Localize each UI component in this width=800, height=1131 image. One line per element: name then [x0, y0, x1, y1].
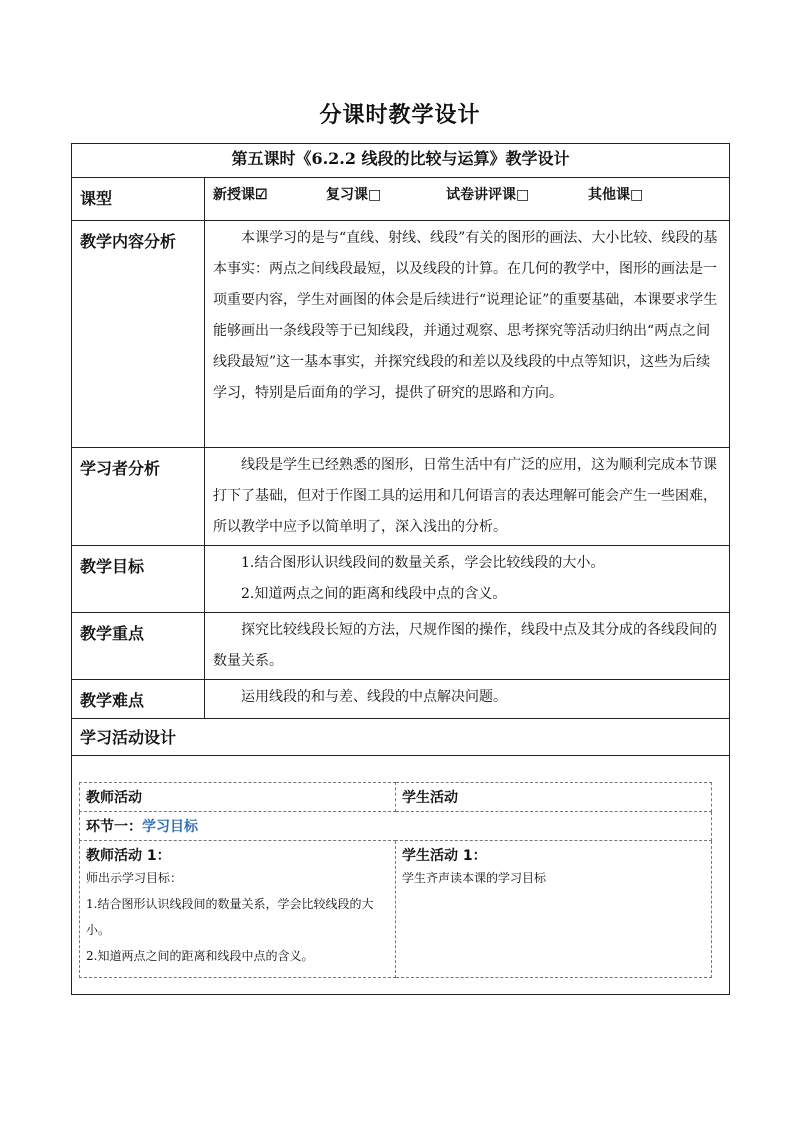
course-type-new: 新授课☑ [213, 187, 268, 203]
teacher-activity-cell [80, 841, 396, 978]
teacher-activity-title: 教师活动 1： [86, 848, 171, 864]
course-type-review: 复习课□ [326, 187, 382, 203]
teacher-activity-line: 师出示学习目标： [86, 871, 183, 885]
course-type-exam-review: 试卷讲评课□ [446, 187, 530, 203]
teacher-activity-line: 1.结合图形认识线段间的数量关系，学会比较线段的大小。 [86, 897, 374, 937]
key-points-text: 探究比较线段长短的方法，尺规作图的操作，线段中点及其分成的各线段间的数量关系。 [213, 622, 717, 669]
student-activity-title: 学生活动 1： [402, 848, 487, 864]
lesson-design-table [71, 143, 730, 995]
teacher-activity-header: 教师活动 [80, 783, 396, 812]
teacher-activity-line: 2.知道两点之间的距离和线段中点的含义。 [86, 949, 314, 963]
student-activity-header: 学生活动 [396, 783, 712, 812]
objective-item: 1.结合图形认识线段间的数量关系，学会比较线段的大小。 [241, 555, 605, 571]
learner-analysis-label: 学习者分析 [72, 448, 205, 546]
course-type-other: 其他课□ [588, 187, 644, 203]
content-analysis-text: 本课学习的是与“直线、射线、线段”有关的图形的画法、大小比较、线段的基本事实：两点之间线段最短，以及线段的计算。在几何的教学中，图形的画法是一项重要内容，学生对画图的体会是后续进行“说理论证”的重要基础，本课要求学生能够画出一条线段等于已知线段，并通过观察、思考探究等活动归纳出“两点之间线段最短”这一基本事实，并探究线段的和差以及线段的中点等知识，这些为后续学习，特别是后面角的学习，提供了研究的思路和方向。 [213, 230, 718, 401]
activity-design-section [72, 719, 730, 995]
objectives-label: 教学目标 [72, 546, 205, 613]
content-analysis-label: 教学内容分析 [72, 221, 205, 448]
course-type-options [205, 178, 730, 221]
difficulties-text: 运用线段的和与差、线段的中点解决问题。 [241, 689, 507, 705]
course-type-label: 课型 [72, 178, 205, 221]
activity-table [79, 782, 712, 978]
lesson-title: 第五课时《6.2.2 线段的比较与运算》教学设计 [72, 144, 730, 178]
section-prefix: 环节一： [86, 819, 142, 835]
section-one-heading [80, 812, 712, 841]
key-points-label: 教学重点 [72, 613, 205, 680]
page-title: 分课时教学设计 [319, 102, 481, 128]
section-name: 学习目标 [142, 819, 198, 835]
activity-design-label: 学习活动设计 [80, 728, 177, 747]
objective-item: 2.知道两点之间的距离和线段中点的含义。 [241, 586, 507, 602]
student-activity-cell [396, 841, 712, 978]
learner-analysis-text: 线段是学生已经熟悉的图形，日常生活中有广泛的应用，这为顺利完成本节课打下了基础，但对于作图工具的运用和几何语言的表达理解可能会产生一些困难，所以教学中应予以简单明了，深入浅出的分析。 [213, 457, 717, 535]
difficulties-label: 教学难点 [72, 680, 205, 719]
student-activity-text: 学生齐声读本课的学习目标 [402, 871, 547, 885]
